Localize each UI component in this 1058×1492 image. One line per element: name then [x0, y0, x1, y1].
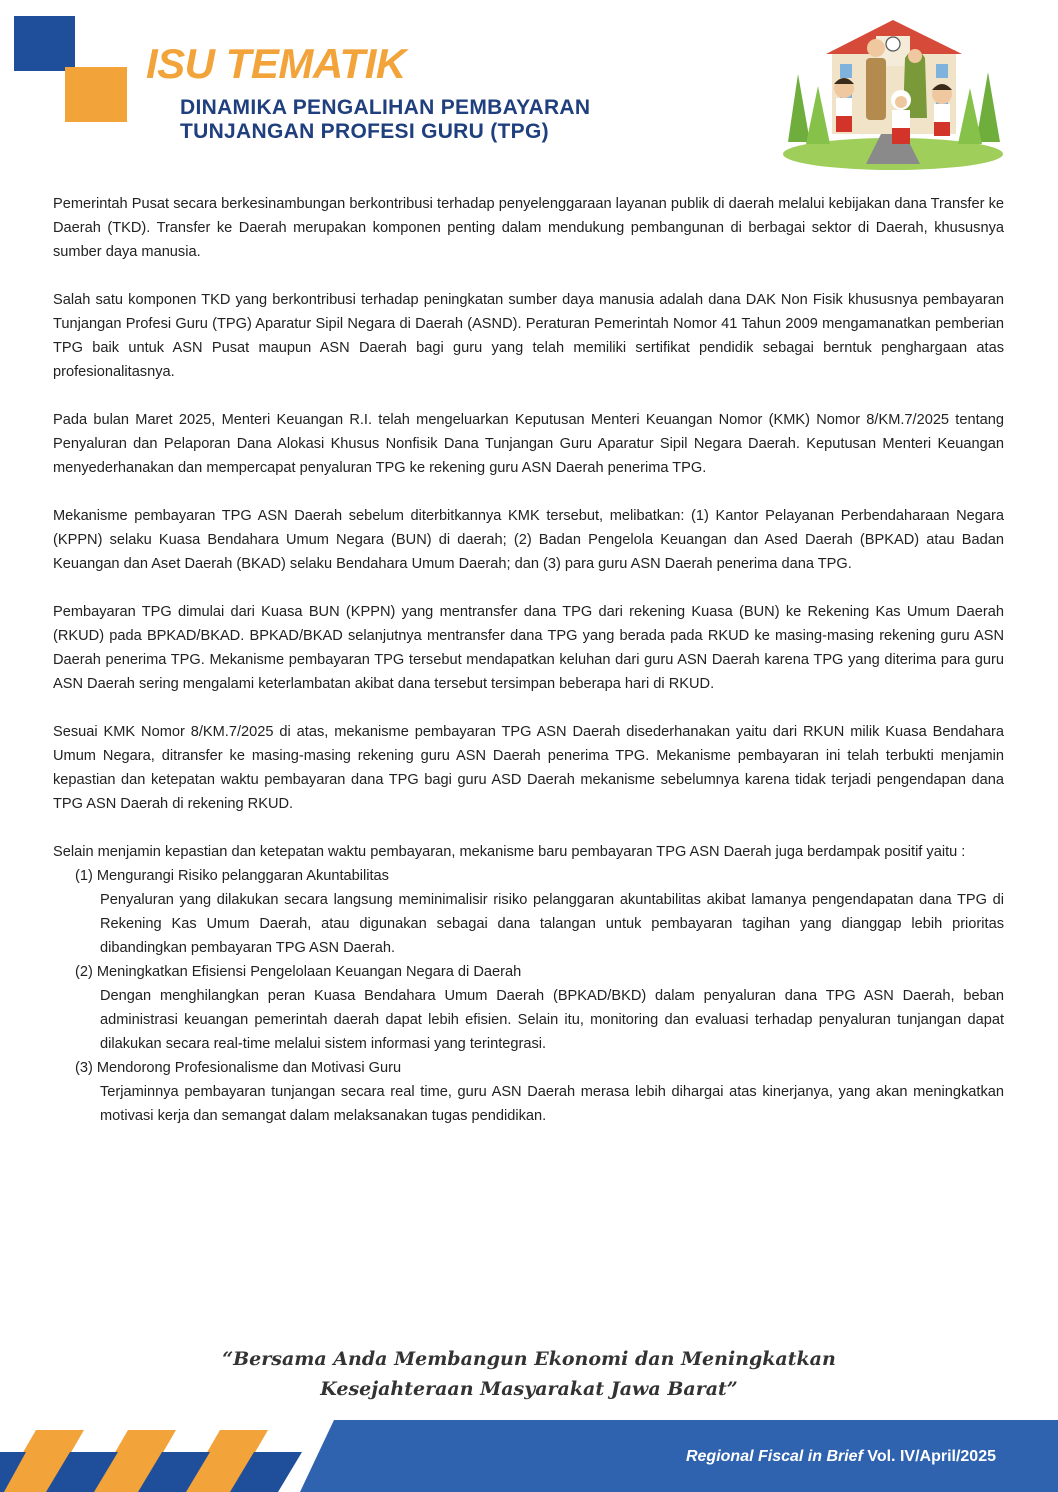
list-item-title: (1) Mengurangi Risiko pelanggaran Akuntabilitas [75, 868, 389, 884]
article-body [53, 192, 1004, 1128]
list-item-title: (3) Mendorong Profesionalisme dan Motivasi Guru [75, 1060, 402, 1076]
footer-series: Regional Fiscal in Brief [685, 1448, 863, 1465]
list-item-body: Terjaminnya pembayaran tunjangan secara real time, guru ASN Daerah merasa lebih dihargai atas kinerjanya, yang akan meningkatkan motivasi kerja dan semangat dalam melaksanakan tugas pendidikan. [100, 1084, 1004, 1124]
list-item [75, 1056, 1004, 1128]
list-item-title: (2) Meningkatkan Efisiensi Pengelolaan Keuangan Negara di Daerah [75, 964, 522, 980]
list-item [75, 960, 1004, 1056]
footer-publication [686, 1448, 996, 1466]
subtitle-line-2: TUNJANGAN PROFESI GURU (TPG) [180, 120, 549, 143]
paragraph: Sesuai KMK Nomor 8/KM.7/2025 di atas, mekanisme pembayaran TPG ASN Daerah disederhanakan yaitu dari RKUN milik Kuasa Bendahara Umum Negara, ditransfer ke masing-masing rekening guru ASN Daerah penerima TPG. Mekanisme pembayaran ini telah terbukti menjamin kepastian dan ketepatan waktu pembayaran dana TPG bagi guru ASD Daerah mekanisme sebelumnya karena tidak terjadi pengendapan dana TPG ASN Daerah di rekening RKUD. [53, 724, 1004, 812]
list-item-body: Dengan menghilangkan peran Kuasa Bendahara Umum Daerah (BPKAD/BKD) dalam penyaluran dana TPG ASN Daerah, beban administrasi keuangan pemerintah daerah dapat lebih efisien. Selain itu, monitoring dan evaluasi terhadap penyaluran tunjangan dapat dilakukan secara real-time melalui sistem informasi yang terintegrasi. [100, 988, 1004, 1052]
paragraph: Pembayaran TPG dimulai dari Kuasa BUN (KPPN) yang mentransfer dana TPG dari rekening Kuasa (BUN) ke Rekening Kas Umum Daerah (RKUD) pada BPKAD/BKAD. BPKAD/BKAD selanjutnya mentransfer dana TPG yang berada pada RKUD ke masing-masing rekening guru ASN Daerah penerima TPG. Mekanisme pembayaran TPG tersebut mendapatkan keluhan dari guru ASN Daerah karena TPG yang diterima para guru ASN Daerah sering mengalami keterlambatan akibat dana tersebut tersimpan beberapa hari di RKUD. [53, 604, 1004, 692]
paragraph: Mekanisme pembayaran TPG ASN Daerah sebelum diterbitkannya KMK tersebut, melibatkan: (1) Kantor Pelayanan Perbendaharaan Negara (KPPN) selaku Kuasa Bendahara Umum Negara (BUN) di daerah; (2) Badan Pengelola Keuangan dan Ased Daerah (BPKAD) atau Badan Keuangan dan Aset Daerah (BKAD) selaku Bendahara Umum Daerah; dan (3) para guru ASN Daerah penerima dana TPG. [53, 508, 1004, 572]
paragraph: Pemerintah Pusat secara berkesinambungan berkontribusi terhadap penyelenggaraan layanan publik di daerah melalui kebijakan dana Transfer ke Daerah (TKD). Transfer ke Daerah merupakan komponen penting dalam mendukung pembangunan di berbagai sektor di Daerah, khususnya sumber daya manusia. [53, 196, 1004, 260]
footer-issue: Vol. IV/April/2025 [862, 1448, 996, 1465]
subtitle-line-1: DINAMIKA PENGALIHAN PEMBAYARAN [180, 96, 591, 119]
list-item-body: Penyaluran yang dilakukan secara langsung meminimalisir risiko pelanggaran akuntabilitas akibat lamanya pengendapatan dana TPG di Rekening Kas Umum Daerah, atau digunakan sebagai dana talangan untuk pembayaran tagihan yang dianggap lebih prioritas dibandingkan pembayaran TPG ASN Daerah. [100, 892, 1004, 956]
tagline-line-1: “Bersama Anda Membangun Ekonomi dan Meningkatkan [222, 1348, 836, 1370]
paragraph: Salah satu komponen TKD yang berkontribusi terhadap peningkatan sumber daya manusia adalah dana DAK Non Fisik khususnya pembayaran Tunjangan Profesi Guru (TPG) Aparatur Sipil Negara di Daerah (ASND). Peraturan Pemerintah Nomor 41 Tahun 2009 mengamanatkan pemberian TPG baik untuk ASN Pusat maupun ASN Daerah bagi guru yang telah memiliki sertifikat pendidik sebagai berntuk penghargaan atas profesionalitasnya. [53, 292, 1004, 380]
decor-square-blue [14, 16, 75, 71]
page-subtitle [180, 96, 590, 144]
list-intro: Selain menjamin kepastian dan ketepatan waktu pembayaran, mekanisme baru pembayaran TPG ASN Daerah juga berdampak positif yaitu : [53, 844, 966, 860]
school-family-illustration [780, 14, 1006, 170]
page-title: ISU TEMATIK [146, 40, 406, 87]
paragraph: Pada bulan Maret 2025, Menteri Keuangan R.I. telah mengeluarkan Keputusan Menteri Keuangan Nomor (KMK) Nomor 8/KM.7/2025 tentang Penyaluran dan Pelaporan Dana Alokasi Khusus Nonfisik Dana Tunjangan Guru Aparatur Sipil Negara Daerah. Keputusan Menteri Keuangan menyederhanakan dan mempercapat penyaluran TPG ke rekening guru ASN Daerah penerima TPG. [53, 412, 1004, 476]
list-item [75, 864, 1004, 960]
tagline-line-2: Kesejahteraan Masyarakat Jawa Barat” [320, 1378, 738, 1400]
decor-square-orange [65, 67, 127, 122]
